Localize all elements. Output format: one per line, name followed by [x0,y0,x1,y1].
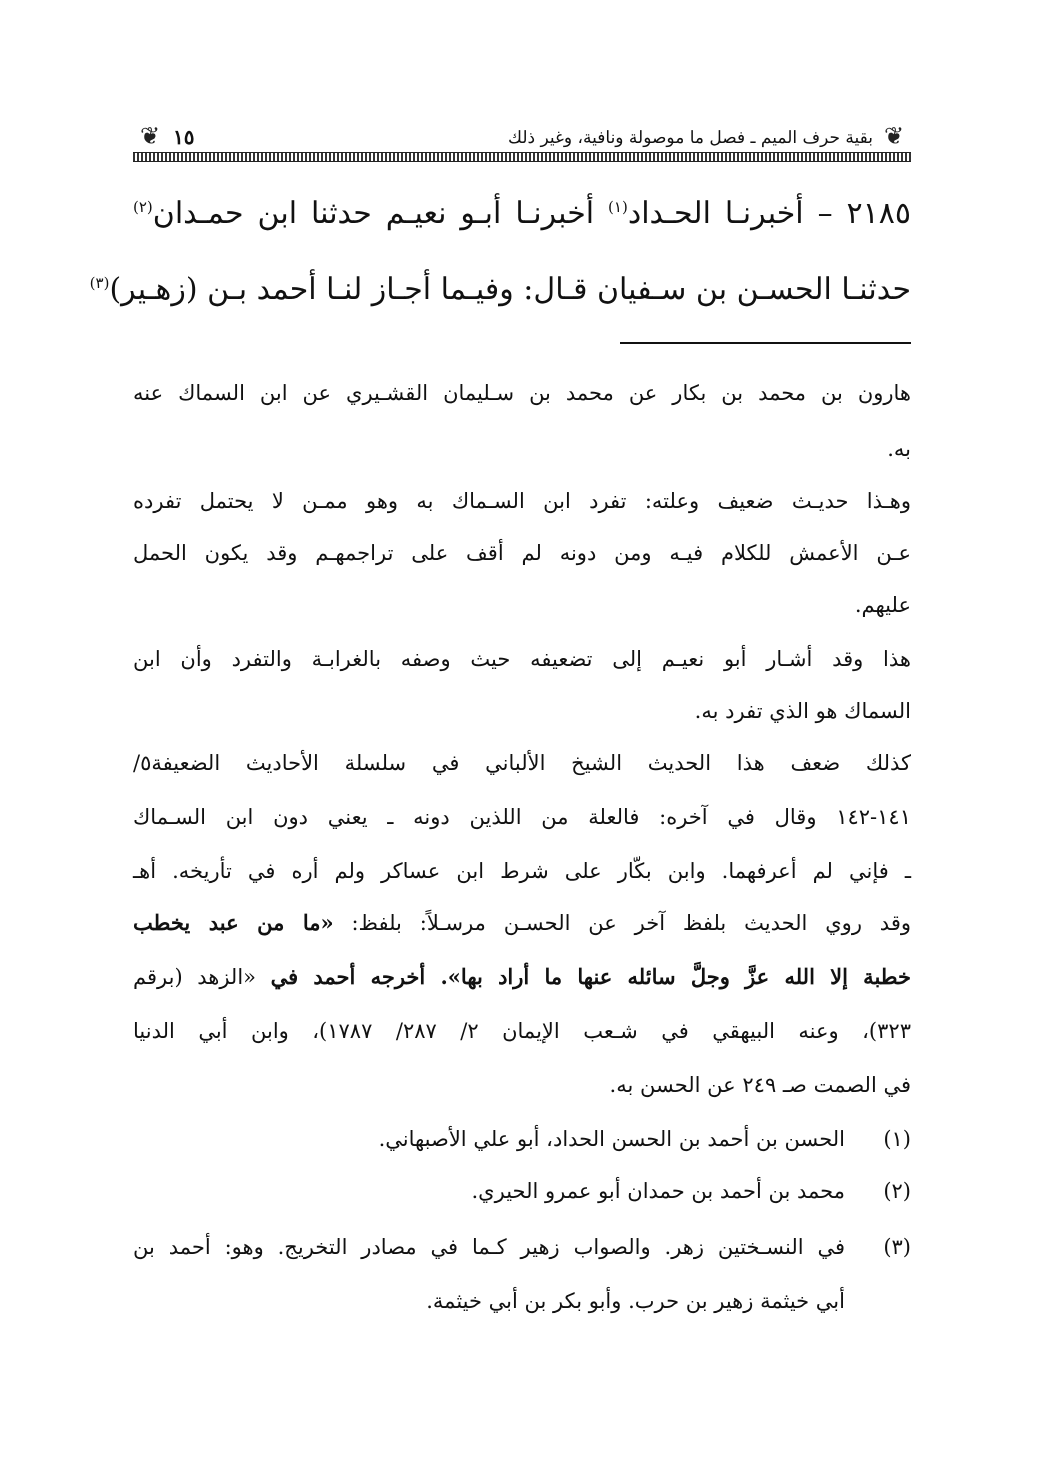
footnote-2-number: (٢) [883,1179,911,1203]
separator-rule [620,342,911,344]
commentary-line-2: به. [887,437,911,461]
hadith-line-1-part-b: أخبرنـا أبـو نعيـم حدثنا ابن حمـدان [152,196,609,231]
footnote-1-text: الحسن بن أحمد بن الحسن الحداد، أبو علي الأصبهاني. [378,1127,845,1151]
commentary-line-8: كذلك ضعف هذا الحديث الشيخ الألباني في سلسلة الأحاديث الضعيفة٥/ [133,751,911,775]
commentary-line-11-text: وقد روي الحديث بلفظ آخر عن الحسـن مرسـلاً: بلفظ: [333,911,912,935]
commentary-line-3: وهـذا حديـث ضعيف وعلته: تفرد ابن السـماك به وهو ممـن لا يحتمل تفرده [133,489,911,513]
ornament-right-icon: ❦ [883,122,905,150]
commentary-line-10: ـ فإني لم أعرفهما. وابن بكّار على شرط ابن عساكر ولم أره في تأريخه. أهـ [133,859,911,883]
running-title: بقية حرف الميم ـ فصل ما موصولة ونافية، وغير ذلك [508,128,873,148]
footnote-3-text-continued: أبي خيثمة زهير بن حرب. وأبو بكر بن أبي خيثمة. [426,1289,845,1313]
commentary-line-4: عـن الأعمش للكلام فيـه ومن دونه لم أقف على تراجمهـم وقد يكون الحمل [133,541,911,565]
footnote-2-text: محمد بن أحمد بن حمدان أبو عمرو الحيري. [471,1179,845,1203]
footnote-3-text: في النسـختين زهر. والصواب زهير كـما في مصادر التخريج. وهو: أحمد بن [133,1235,845,1259]
quoted-hadith-end: خطبة إلا الله عزَّ وجلَّ سائله عنها ما أراد بها». أخرجه أحمد في [270,964,911,989]
footnote-3-number: (٣) [883,1235,911,1259]
footnote-1-number: (١) [883,1127,911,1151]
hadith-line-1-part-a: ٢١٨٥ – أخبرنـا الحـداد [627,196,911,231]
commentary-line-1: هارون بن محمد بن بكار عن محمد بن سـليمان القشـيري عن ابن السماك عنه [133,381,911,405]
commentary-line-6: هذا وقد أشـار أبو نعيـم إلى تضعيفه حيث وصفه بالغرابـة والتفرد وأن ابن [133,647,911,671]
hadith-line-2-text: حدثنـا الحسـن بن سـفيان قـال: وفيـما أجـاز لنـا أحمد بـن (زهـير) [109,272,911,307]
commentary-line-9: ١٤١-١٤٢ وقال في آخره: فالعلة من اللذين دونه ـ يعني دون ابن السـماك [133,805,911,829]
commentary-line-11 [133,908,911,938]
commentary-line-14: في الصمت صـ ٢٤٩ عن الحسن به. [609,1073,911,1097]
commentary-line-12-text: «الزهد (برقم [133,965,271,989]
commentary-line-12 [133,962,911,992]
commentary-line-7: السماك هو الذي تفرد به. [694,699,911,723]
hadith-line-2 [89,270,911,310]
page-header [133,118,911,162]
quoted-hadith-start: «ما من عبد يخطب [133,910,334,935]
footnote-ref-2: (٢) [133,198,153,216]
footnote-ref-1: (١) [608,198,628,216]
ornament-left-icon: ❦ [139,122,161,150]
commentary-line-5: عليهم. [854,593,911,617]
hadith-line-1 [133,194,911,234]
page-number: ١٥ [173,125,195,149]
footnote-ref-3: (٣) [89,274,110,292]
header-border [133,152,911,162]
commentary-line-13: ٣٢٣)، وعنه البيهقي في شـعب الإيمان ٢/ ٢٨٧/ ١٧٨٧)، وابن أبي الدنيا [133,1019,911,1043]
